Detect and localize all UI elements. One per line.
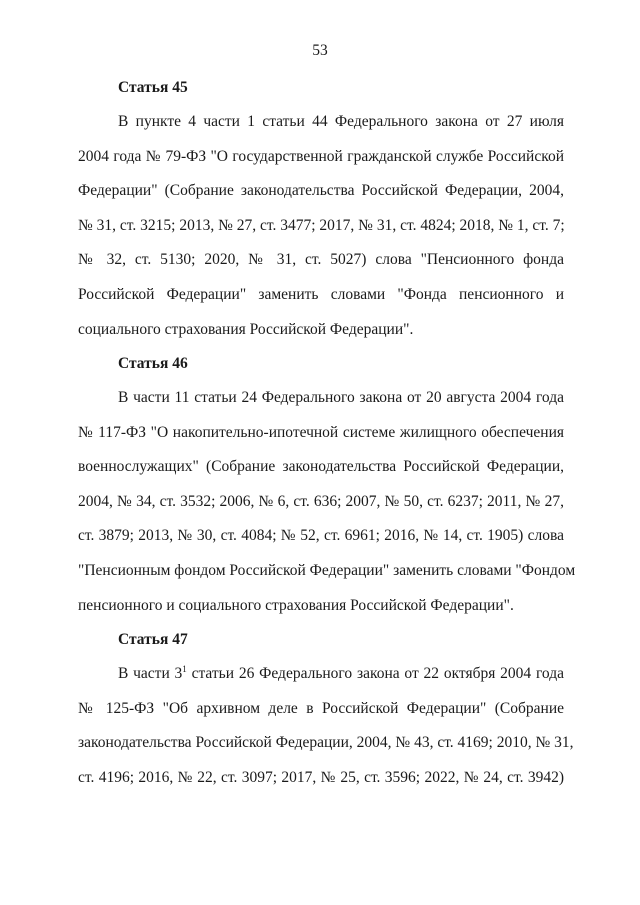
superscript: 1 — [182, 664, 187, 674]
text-line: В пункте 4 части 1 статьи 44 Федерального закона от 27 июля — [118, 113, 564, 130]
article-body — [78, 388, 576, 616]
article-heading: Статья 47 — [118, 631, 188, 648]
text-line: Российской Федерации" заменить словами "Фонда пенсионного и — [78, 285, 564, 303]
text-line: № 125-ФЗ "Об архивном деле в Российской Федерации" (Собрание — [78, 699, 564, 717]
text-line: ст. 4196; 2016, № 22, ст. 3097; 2017, № 25, ст. 3596; 2022, № 24, ст. 3942) — [78, 768, 564, 786]
page-number: 53 — [312, 42, 328, 59]
article-45 — [78, 78, 564, 340]
text-line: 2004, № 34, ст. 3532; 2006, № 6, ст. 636; 2007, № 50, ст. 6237; 2011, № 27, — [78, 492, 564, 510]
text-line: Федерации" (Собрание законодательства Российской Федерации, 2004, — [78, 182, 564, 200]
article-46 — [78, 354, 576, 616]
text-line: социального страхования Российской Федерации". — [78, 320, 414, 338]
text-line: "Пенсионным фондом Российской Федерации" заменить словами "Фондом — [78, 561, 576, 579]
text-line: № 32, ст. 5130; 2020, № 31, ст. 5027) слова "Пенсионного фонда — [78, 251, 564, 269]
article-heading: Статья 45 — [118, 79, 188, 96]
text-line — [78, 664, 564, 684]
text-line: военнослужащих" (Собрание законодательства Российской Федерации, — [78, 458, 564, 476]
article-47 — [78, 630, 574, 788]
article-heading: Статья 46 — [118, 355, 188, 372]
text-line: В части 11 статьи 24 Федерального закона от 20 августа 2004 года — [118, 389, 564, 406]
article-body — [78, 112, 564, 340]
text-line: 2004 года № 79-ФЗ "О государственной гражданской службе Российской — [78, 147, 564, 165]
article-body — [78, 664, 574, 788]
text-line: пенсионного и социального страхования Российской Федерации". — [78, 596, 514, 614]
text-line: № 117-ФЗ "О накопительно-ипотечной системе жилищного обеспечения — [78, 423, 564, 441]
text-line: ст. 3879; 2013, № 30, ст. 4084; № 52, ст. 6961; 2016, № 14, ст. 1905) слова — [78, 527, 564, 545]
text-line: законодательства Российской Федерации, 2004, № 43, ст. 4169; 2010, № 31, — [78, 734, 574, 752]
text-line: № 31, ст. 3215; 2013, № 27, ст. 3477; 2017, № 31, ст. 4824; 2018, № 1, ст. 7; — [78, 216, 565, 234]
text-fragment: В части 3 — [118, 665, 183, 682]
text-fragment: статьи 26 Федерального закона от 22 октября 2004 года — [186, 665, 564, 682]
